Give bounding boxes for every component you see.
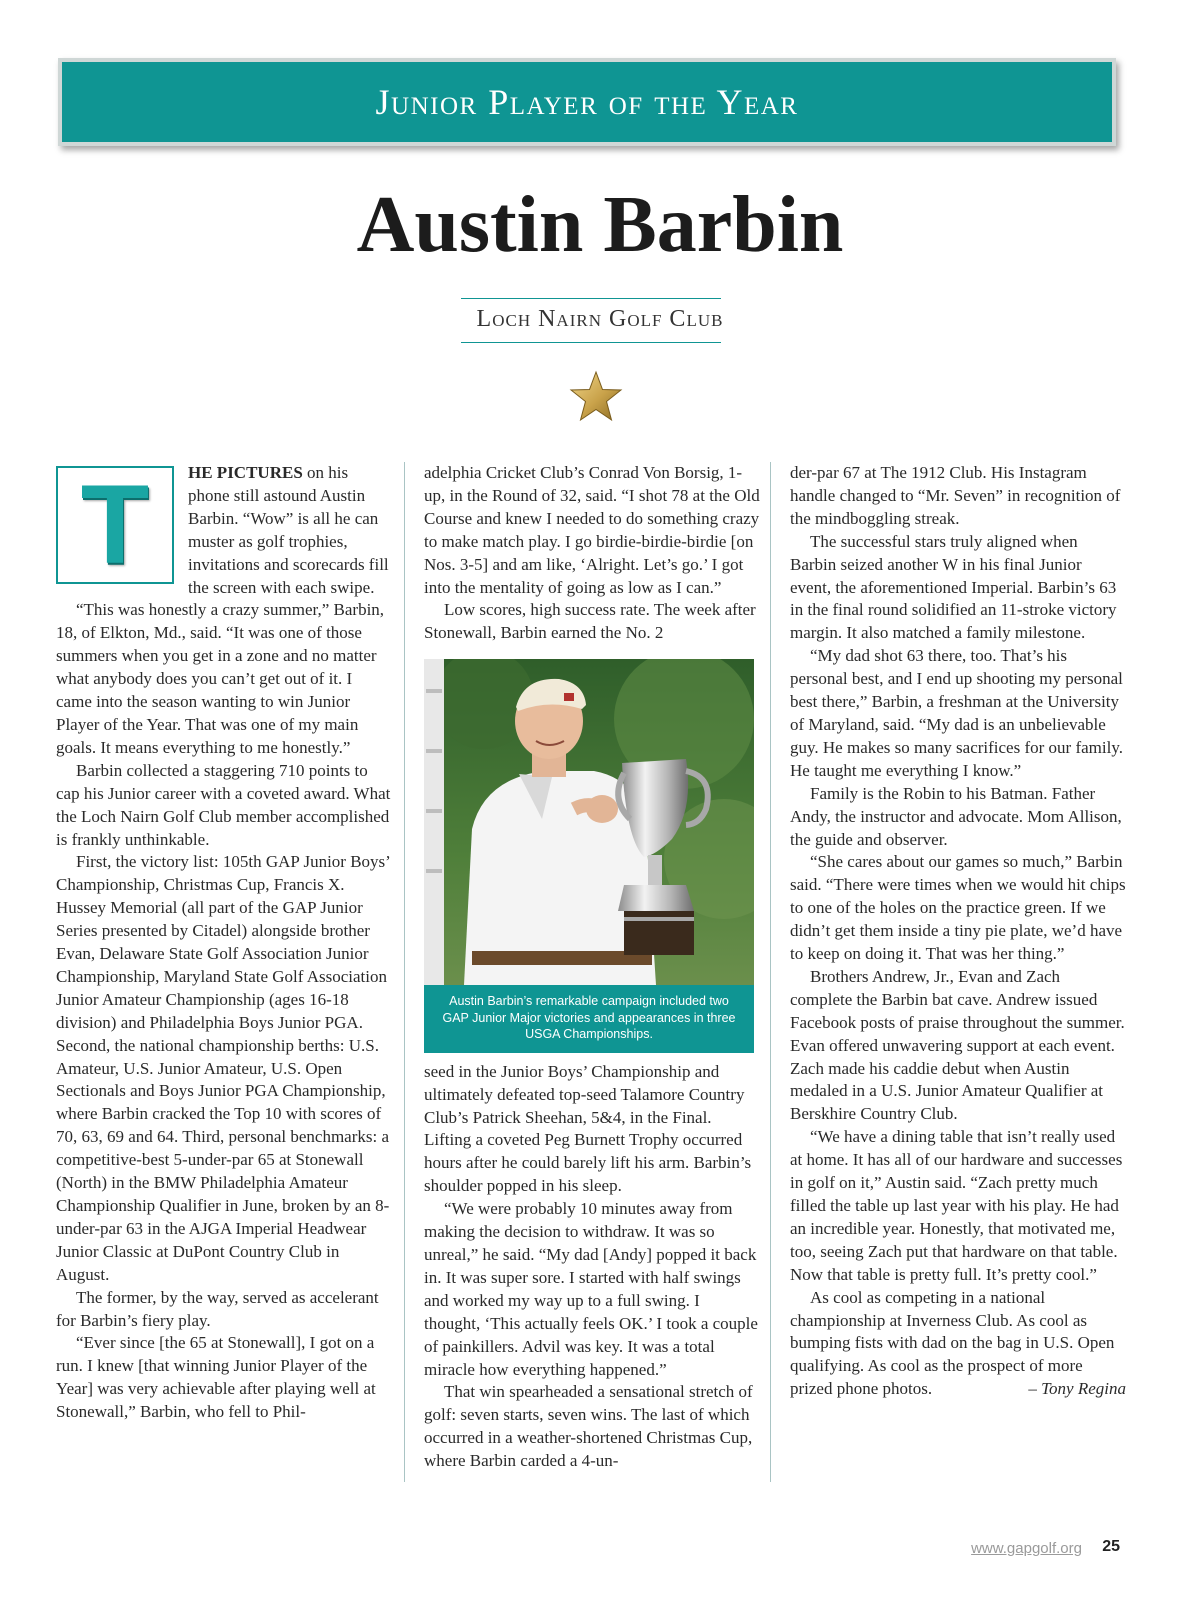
paragraph-text: on his phone still astound Austin Barbin. “Wow” is all he can muster as golf trophies, invitations and scorecards fill the screen with each swipe.: [188, 463, 389, 597]
lead-in: HE PICTURES: [188, 463, 303, 482]
website-link[interactable]: www.gapgolf.org: [971, 1540, 1082, 1557]
column-rule-2: [770, 462, 771, 1482]
article-column-1: [56, 462, 392, 1424]
paragraph: “She cares about our games so much,” Barbin said. “There were times when we would hit chips to one of the holes on the practice green. If we didn’t get them inside a tiny pie plate, we’d have to keep on doing it. That was her thing.”: [790, 852, 1126, 964]
paragraph: Brothers Andrew, Jr., Evan and Zach complete the Barbin bat cave. Andrew issued Facebook posts of praise throughout the summer. Evan offered unwavering support at each event. Zach made his caddie debut when Austin medaled in a U.S. Junior Amateur Qualifier at Berskhire Country Club.: [790, 966, 1125, 1124]
player-trophy-photo: [424, 659, 754, 985]
paragraph: seed in the Junior Boys’ Championship and ultimately defeated top-seed Talamore Country Club’s Patrick Sheehan, 5&4, in the Final. Lifting a coveted Peg Burnett Trophy occurred hours after he could barely lift his arm. Barbin’s shoulder popped in his sleep.: [424, 1061, 752, 1196]
paragraph: Barbin collected a staggering 710 points to cap his Junior career with a coveted award. What the Loch Nairn Golf Club member accomplished is frankly unthinkable.: [56, 760, 391, 849]
article-column-2: [424, 462, 760, 1473]
divider-bottom: [461, 342, 721, 343]
dropcap: T: [80, 462, 150, 587]
photo-figure: [424, 659, 754, 1053]
paragraph: “My dad shot 63 there, too. That’s his personal best, and I end up shooting my personal best there,” Barbin, a freshman at the University of Maryland, said. “My dad is an unbelievable guy. He makes so many sacrifices for our family. He taught me everything I know.”: [790, 646, 1123, 780]
paragraph: The former, by the way, served as accelerant for Barbin’s fiery play.: [56, 1287, 379, 1330]
section-title: Junior Player of the Year: [375, 82, 799, 122]
paragraph: That win spearheaded a sensational stretch of golf: seven starts, seven wins. The last of which occurred in a weather-shortened Christmas Cup, where Barbin carded a 4-un-: [424, 1382, 753, 1471]
column-rule-1: [404, 462, 405, 1482]
club-name: Loch Nairn Golf Club: [476, 306, 724, 332]
paragraph: “We have a dining table that isn’t really used at home. It has all of our hardware and successes in golf on it,” Austin said. “Zach pretty much filled the table up last year with his play. He had an incredible year. Honestly, that motivated me, too, seeing Zach put that hardware on that table. Now that table is pretty full. It’s pretty cool.”: [790, 1127, 1123, 1284]
paragraph: The successful stars truly aligned when Barbin seized another W in his final Junior event, the aforementioned Imperial. Barbin’s 63 in the final round solidified an 11-stroke victory margin. It also matched a family milestone.: [790, 531, 1117, 643]
paragraph: “Ever since [the 65 at Stonewall], I got on a run. I knew [that winning Junior Player of the Year] was very achievable after playing well at Stonewall,” Barbin, who fell to Phil-: [56, 1333, 376, 1422]
section-banner: [58, 58, 1116, 146]
byline: – Tony Regina: [1028, 1379, 1126, 1399]
article-column-3: [790, 462, 1126, 1401]
player-name: Austin Barbin: [356, 181, 844, 269]
paragraph: adelphia Cricket Club’s Conrad Von Borsig, 1-up, in the Round of 32, said. “I shot 78 at the Old Course and knew I needed to do something crazy to make match play. I go birdie-birdie-birdie [on Nos. 3-5] and am like, ‘Alright. Let’s go.’ I got into the mentality of going as low as I can.”: [424, 463, 760, 597]
paragraph-text: As cool as competing in a national championship at Inverness Club. As cool as bumping fists with dad on the bag in U.S. Open qualifying. As cool as the prospect of more prized phone photos.: [790, 1287, 1115, 1399]
paragraph: Family is the Robin to his Batman. Father Andy, the instructor and advocate. Mom Allison, the guide and observer.: [790, 783, 1122, 849]
page-number: 25: [1102, 1538, 1120, 1555]
paragraph: “We were probably 10 minutes away from making the decision to withdraw. It was so unreal,” he said. “My dad [Andy] popped it back in. It was super sore. I started with half swings and worked my way up to a full swing. I thought, ‘This actually feels OK.’ I took a couple of painkillers. Advil was key. It was a total miracle how everything happened.”: [424, 1199, 758, 1379]
paragraph: [790, 1287, 1126, 1402]
paragraph: Low scores, high success rate. The week after Stonewall, Barbin earned the No. 2: [424, 600, 756, 643]
star-icon: [569, 370, 623, 424]
divider-top: [461, 298, 721, 299]
paragraph: der-par 67 at The 1912 Club. His Instagram handle changed to “Mr. Seven” in recognition of the mindboggling streak.: [790, 463, 1121, 528]
paragraph: First, the victory list: 105th GAP Junior Boys’ Championship, Christmas Cup, Francis X. Hussey Memorial (all part of the GAP Junior Series presented by Citadel) alongside brother Evan, Delaware State Golf Association Junior Championship, Maryland State Golf Association Junior Amateur Championship (ages 16-18 division) and Philadelphia Boys Junior PGA. Second, the national championship berths: U.S. Amateur, U.S. Junior Amateur, U.S. Open Sectionals and Boys Junior PGA Championship, where Barbin cracked the Top 10 with scores of 70, 63, 69 and 64. Third, personal benchmarks: a competitive-best 5-under-par 65 at Stonewall (North) in the BMW Philadelphia Amateur Championship Qualifier in June, broken by an 8-under-par 63 in the AJGA Imperial Headwear Junior Classic at DuPont Country Club in August.: [56, 852, 390, 1284]
paragraph: “This was honestly a crazy summer,” Barbin, 18, of Elkton, Md., said. “It was one of those summers when you get in a zone and no matter what anybody does you can’t get out of it. I came into the season wanting to win Junior Player of the Year. That was one of my main goals. It means everything to me honestly.”: [56, 600, 385, 757]
photo-caption: Austin Barbin’s remarkable campaign included two GAP Junior Major victories and appearances in three USGA Championships.: [442, 994, 736, 1042]
dropcap-frame: [56, 462, 174, 587]
